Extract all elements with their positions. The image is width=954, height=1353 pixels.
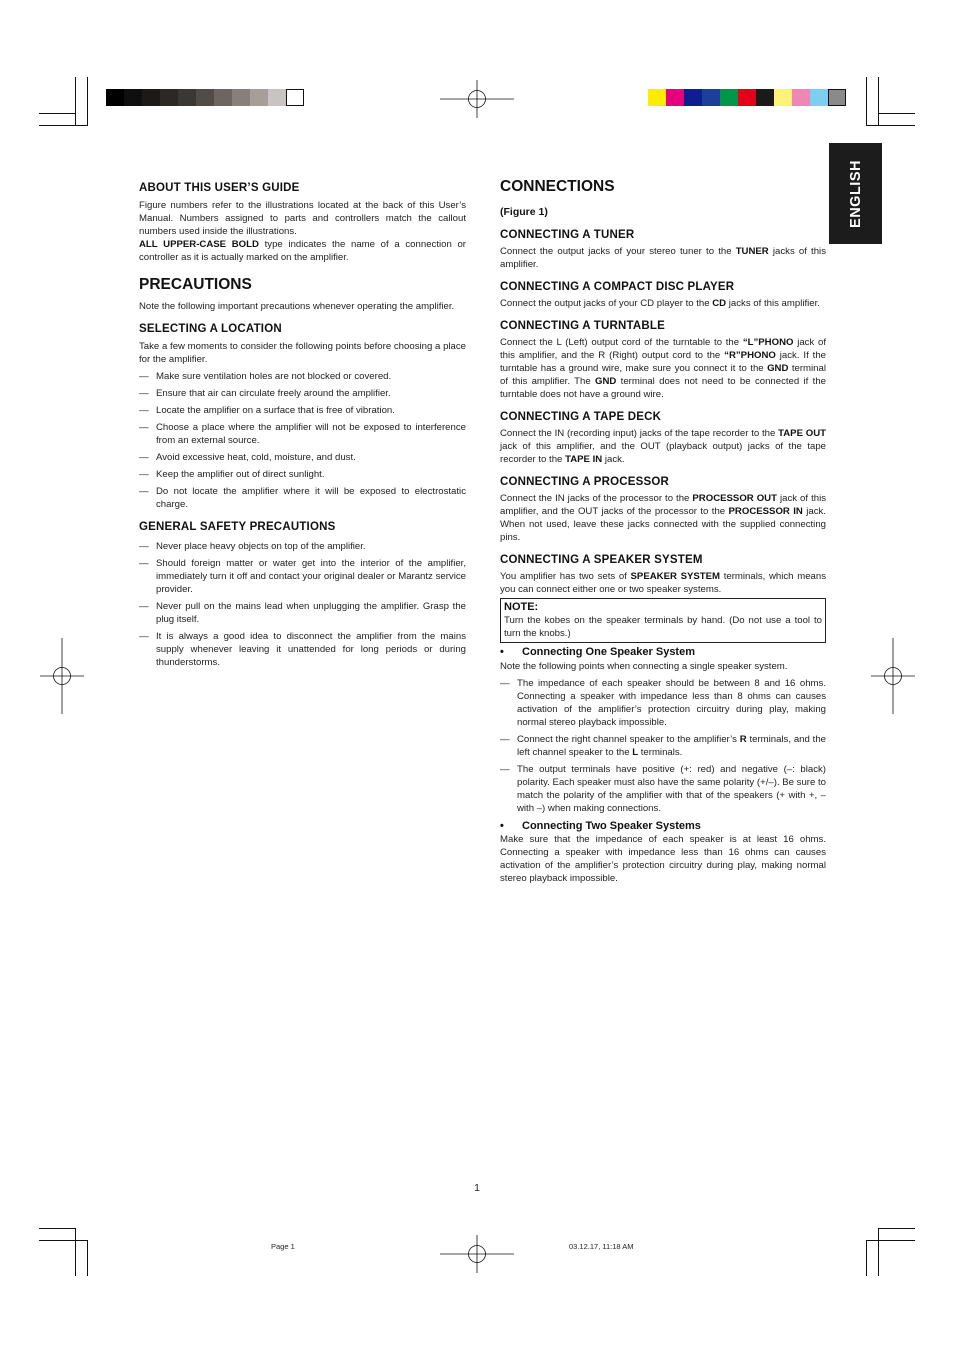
list-item-text: The impedance of each speaker should be between 8 and 16 ohms. Connecting a speaker with impedance less than 8 ohms can causes activation of the amplifier’s protection circuitry during play, making normal stereo playback impossible. xyxy=(517,678,826,728)
text-run: Connect the output jacks of your CD player to the xyxy=(500,298,713,309)
figure-reference: (Figure 1) xyxy=(500,206,548,218)
bold-term: PROCESSOR IN xyxy=(728,506,803,517)
note-text: Turn the kobes on the speaker terminals by hand. (Do not use a tool to turn the knobs.) xyxy=(504,615,822,639)
one-speaker-intro: Note the following points when connecting a single speaker system. xyxy=(500,661,788,672)
registration-mark-icon xyxy=(871,638,915,714)
color-swatch xyxy=(774,89,792,106)
text-run: jacks of this amplifier. xyxy=(726,298,820,309)
list-item xyxy=(139,485,466,511)
list-item-text: Make sure ventilation holes are not blocked or covered. xyxy=(156,371,392,382)
list-item xyxy=(139,540,466,553)
text-run: Connect the output jacks of your stereo tuner to the xyxy=(500,246,736,257)
dash-mark: — xyxy=(139,452,149,463)
color-swatch xyxy=(214,89,232,106)
list-item-text: It is always a good idea to disconnect the amplifier from the mains supply whenever leaving it unattended for long periods or during thunderstorms. xyxy=(156,631,466,668)
bold-term: R xyxy=(739,734,747,745)
bold-term: TAPE IN xyxy=(565,454,603,465)
text-run: jack. If the turntable has a ground wire, make sure you connect it to the xyxy=(500,350,826,374)
note-label: NOTE: xyxy=(504,601,539,613)
text-run: Connect the IN (recording input) jacks of the tape recorder to the xyxy=(500,428,779,439)
bullet-heading-text: Connecting Two Speaker Systems xyxy=(522,820,701,832)
text-run: jack. When not used, leave these jacks connected with the supplied connecting pins. xyxy=(500,506,826,543)
dash-mark: — xyxy=(139,469,149,480)
text-run: jack. xyxy=(602,454,625,465)
right-column xyxy=(500,178,826,885)
text-run: Connect the L (Left) output cord of the turntable to the xyxy=(500,337,743,348)
list-item xyxy=(139,370,466,383)
turntable-text xyxy=(500,336,826,401)
list-item xyxy=(500,677,826,729)
bold-term: “L”PHONO xyxy=(742,337,794,348)
dash-mark: — xyxy=(139,422,149,433)
precautions-heading: PRECAUTIONS xyxy=(139,276,252,293)
list-item xyxy=(139,421,466,447)
list-item-text: Choose a place where the amplifier will not be exposed to interference from an external source. xyxy=(156,422,466,446)
list-item xyxy=(139,387,466,400)
color-swatch xyxy=(756,89,774,106)
color-swatch xyxy=(268,89,286,106)
bullet-mark: • xyxy=(500,646,504,658)
dash-mark: — xyxy=(139,601,149,612)
list-item-text: Ensure that air can circulate freely around the amplifier. xyxy=(156,388,391,399)
color-swatch xyxy=(684,89,702,106)
text-run: terminals, and the left channel speaker to the xyxy=(517,734,826,758)
text-run: type indicates the name of a connection or controller as it is actually marked on the amplifier. xyxy=(139,239,467,263)
cd-text xyxy=(500,297,826,310)
list-item-text: The output terminals have positive (+: red) and negative (–: black) polarity. Each speaker must also have the same polarity (+/–). Be sure to match the polarity of the amplifier with that of the speakers (+ with +, – with –) when making connections. xyxy=(517,764,826,814)
registration-mark-icon xyxy=(40,638,84,714)
tape-heading: CONNECTING A TAPE DECK xyxy=(500,411,662,423)
registration-mark-icon xyxy=(440,1235,514,1273)
dash-mark: — xyxy=(500,764,510,775)
speaker-heading: CONNECTING A SPEAKER SYSTEM xyxy=(500,554,703,566)
dash-mark: — xyxy=(139,631,149,642)
color-swatch xyxy=(232,89,250,106)
bullet-mark: • xyxy=(500,820,504,832)
text-run: Connect the right channel speaker to the amplifier’s xyxy=(517,734,740,745)
list-item xyxy=(500,763,826,815)
about-paragraph: Figure numbers refer to the illustrations located at the back of this User’s Manual. Numbers assigned to parts and controllers match the callout numbers used inside the illustrations. xyxy=(139,200,466,237)
color-swatch xyxy=(648,89,666,106)
text-run: jack of this amplifier, and the OUT jacks of the processor to the xyxy=(500,493,826,517)
list-item-text: Do not locate the amplifier where it will be exposed to electrostatic charge. xyxy=(156,486,466,510)
text-run: jack of this amplifier, and the OUT (playback output) jacks of the tape recorder to the xyxy=(500,441,826,465)
about-heading: ABOUT THIS USER’S GUIDE xyxy=(139,182,300,194)
dash-mark: — xyxy=(500,678,510,689)
one-speaker-heading xyxy=(500,645,826,659)
tuner-text xyxy=(500,245,826,271)
color-swatch xyxy=(792,89,810,106)
cd-heading: CONNECTING A COMPACT DISC PLAYER xyxy=(500,281,735,293)
processor-text xyxy=(500,492,826,544)
bold-term: TUNER xyxy=(735,246,769,257)
color-swatch xyxy=(286,89,304,106)
precautions-intro: Note the following important precautions whenever operating the amplifier. xyxy=(139,301,455,312)
bold-term: GND xyxy=(595,376,617,387)
location-list xyxy=(139,370,466,511)
list-item-text: Never place heavy objects on top of the amplifier. xyxy=(156,541,366,552)
turntable-heading: CONNECTING A TURNTABLE xyxy=(500,320,665,332)
color-swatch xyxy=(142,89,160,106)
color-swatch xyxy=(160,89,178,106)
text-run: terminal does not need to be connected if the turntable does not have a ground wire. xyxy=(500,376,827,400)
color-swatch xyxy=(106,89,124,106)
bold-term: TAPE OUT xyxy=(778,428,826,439)
color-swatch xyxy=(702,89,720,106)
text-run: Connect the IN jacks of the processor to the xyxy=(500,493,693,504)
language-tab xyxy=(829,143,882,244)
text-run: jacks of this amplifier. xyxy=(500,246,826,270)
bold-term: “R”PHONO xyxy=(724,350,776,361)
list-item xyxy=(139,600,466,626)
bold-term: GND xyxy=(767,363,789,374)
location-intro: Take a few moments to consider the following points before choosing a place for the amplifier. xyxy=(139,341,466,365)
color-swatch xyxy=(250,89,268,106)
text-run: terminals, which means you can connect either one or two speaker systems. xyxy=(500,571,826,595)
note-box xyxy=(500,598,826,643)
list-item xyxy=(139,404,466,417)
text-run: You amplifier has two sets of xyxy=(500,571,631,582)
bold-term: L xyxy=(632,747,639,758)
list-item xyxy=(139,630,466,669)
processor-heading: CONNECTING A PROCESSOR xyxy=(500,476,670,488)
color-swatch xyxy=(196,89,214,106)
two-speaker-heading xyxy=(500,819,826,833)
color-swatch xyxy=(738,89,756,106)
speaker-text xyxy=(500,570,826,596)
list-item-text: Avoid excessive heat, cold, moisture, and dust. xyxy=(156,452,356,463)
safety-list xyxy=(139,540,466,669)
color-swatch xyxy=(178,89,196,106)
list-item-text: Should foreign matter or water get into the interior of the amplifier, immediately turn it off and contact your original dealer or Marantz service provider. xyxy=(156,558,466,595)
color-swatch xyxy=(124,89,142,106)
bold-term: CD xyxy=(712,298,727,309)
footer-page-label: Page 1 xyxy=(271,1242,295,1251)
color-swatch xyxy=(666,89,684,106)
about-bold-note xyxy=(139,238,466,264)
safety-heading: GENERAL SAFETY PRECAUTIONS xyxy=(139,521,336,533)
text-run: jack of this amplifier, and the R (Right) output cord to the xyxy=(500,337,826,361)
list-item xyxy=(500,733,826,759)
footer-timestamp: 03.12.17, 11:18 AM xyxy=(569,1242,634,1251)
two-speaker-text: Make sure that the impedance of each speaker is at least 16 ohms. Connecting a speaker with impedance less than 16 ohms can causes activation of the amplifier’s protection circuitry during play, making normal stereo playback impossible. xyxy=(500,834,826,884)
bold-term: ALL UPPER-CASE BOLD xyxy=(139,239,259,250)
location-heading: SELECTING A LOCATION xyxy=(139,323,282,335)
tuner-heading: CONNECTING A TUNER xyxy=(500,229,635,241)
list-item xyxy=(139,468,466,481)
list-item-text: Keep the amplifier out of direct sunlight. xyxy=(156,469,325,480)
list-item-text: Never pull on the mains lead when unplugging the amplifier. Grasp the plug itself. xyxy=(156,601,466,625)
bold-term: SPEAKER SYSTEM xyxy=(630,571,721,582)
list-item xyxy=(139,557,466,596)
tape-text xyxy=(500,427,826,466)
dash-mark: — xyxy=(139,486,149,497)
dash-mark: — xyxy=(139,541,149,552)
text-run: terminals. xyxy=(638,747,683,758)
connections-heading: CONNECTIONS xyxy=(500,178,615,195)
left-column xyxy=(139,181,466,669)
color-swatch xyxy=(720,89,738,106)
dash-mark: — xyxy=(139,405,149,416)
bullet-heading-text: Connecting One Speaker System xyxy=(522,646,695,658)
dash-mark: — xyxy=(139,388,149,399)
language-tab-label: ENGLISH xyxy=(847,159,864,228)
color-swatch xyxy=(810,89,828,106)
color-swatch xyxy=(828,89,846,106)
dash-mark: — xyxy=(139,558,149,569)
registration-mark-icon xyxy=(440,80,514,118)
text-run: terminal of this amplifier. The xyxy=(500,363,826,387)
list-item xyxy=(139,451,466,464)
dash-mark: — xyxy=(500,734,510,745)
list-item-text: Locate the amplifier on a surface that is free of vibration. xyxy=(156,405,395,416)
bold-term: PROCESSOR OUT xyxy=(692,493,777,504)
page-number: 1 xyxy=(474,1182,480,1194)
dash-mark: — xyxy=(139,371,149,382)
